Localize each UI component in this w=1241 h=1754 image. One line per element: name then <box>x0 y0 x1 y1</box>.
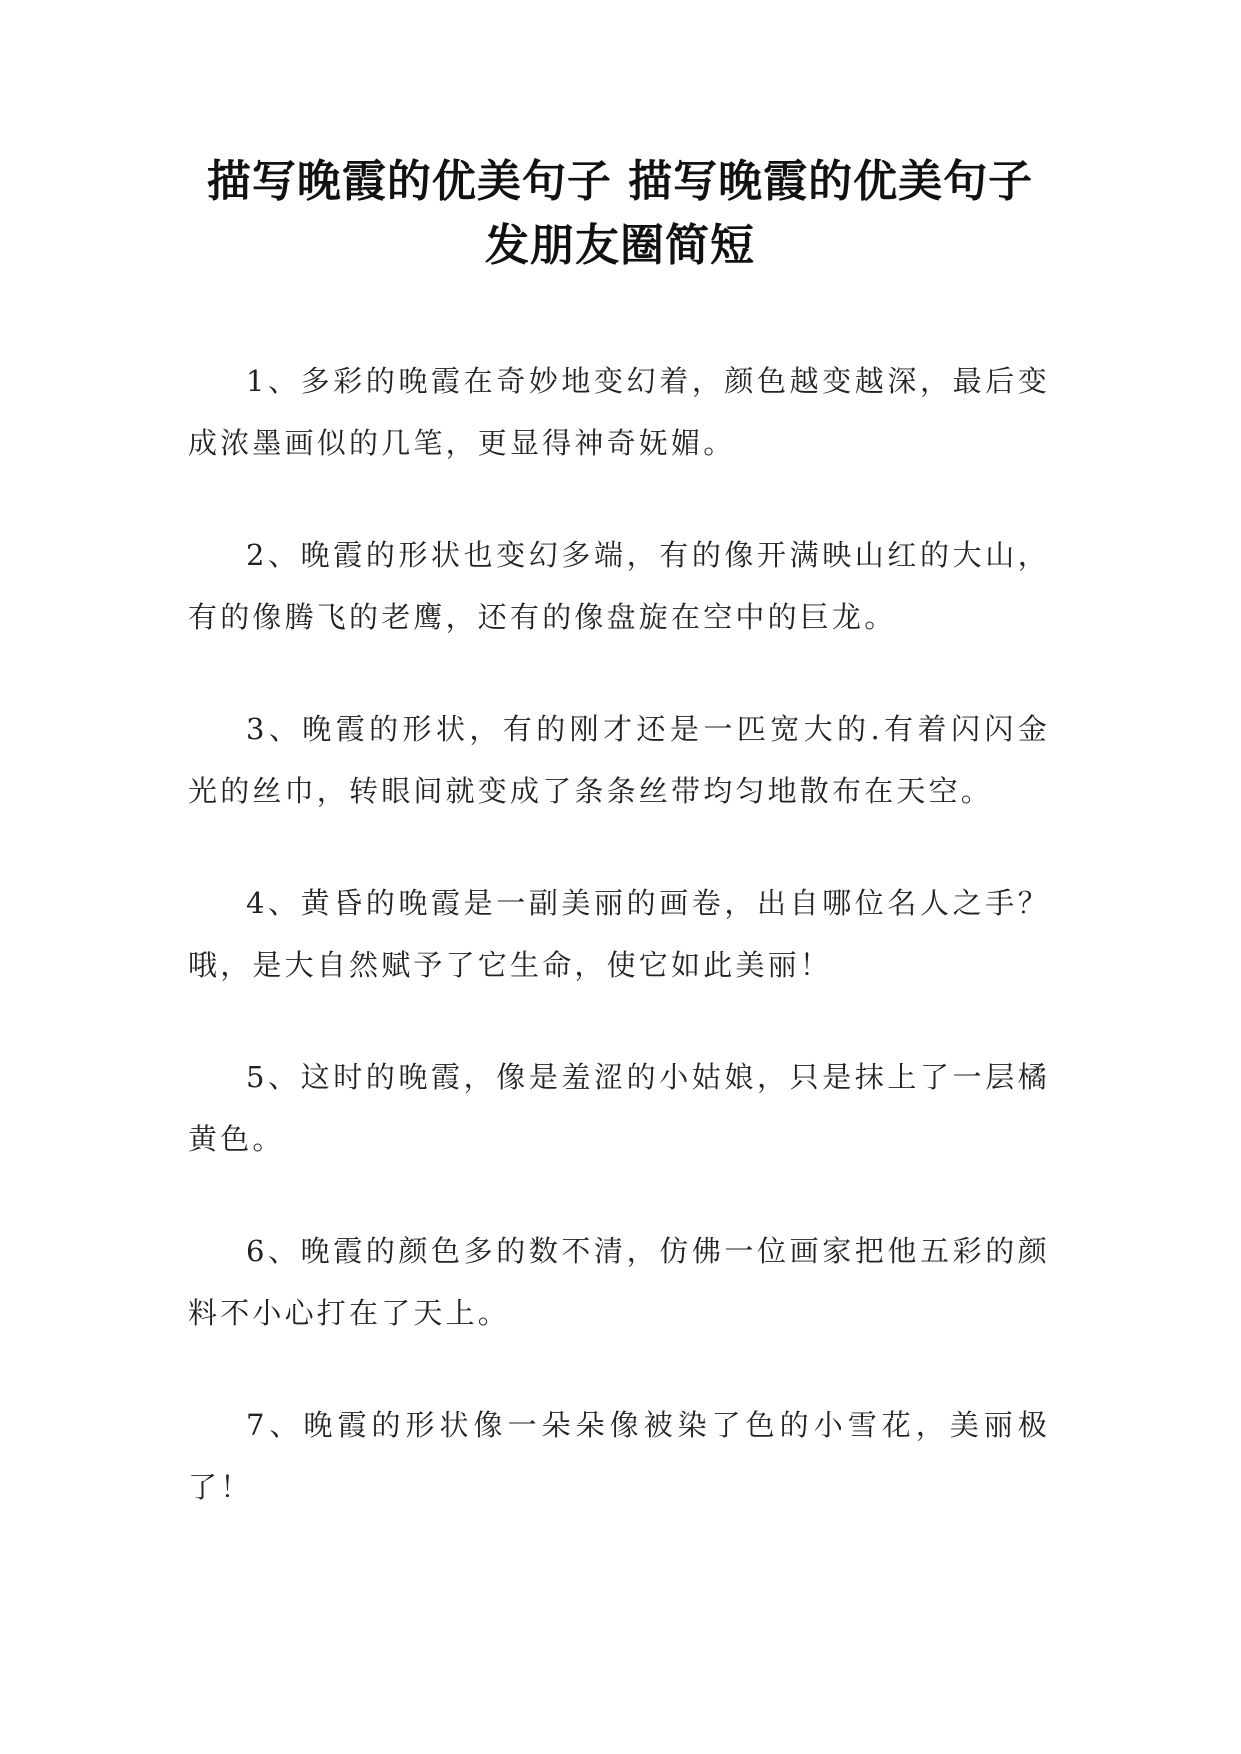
paragraph-7: 7、晚霞的形状像一朵朵像被染了色的小雪花，美丽极了！ <box>188 1408 1050 1504</box>
paragraph-3: 3、晚霞的形状，有的刚才还是一匹宽大的.有着闪闪金光的丝巾，转眼间就变成了条条丝带均匀地散布在天空。 <box>188 712 1050 808</box>
paragraph-2: 2、晚霞的形状也变幻多端，有的像开满映山红的大山，有的像腾飞的老鹰，还有的像盘旋在空中的巨龙。 <box>188 538 1050 634</box>
paragraph-4: 4、黄昏的晚霞是一副美丽的画卷，出自哪位名人之手？哦，是大自然赋予了它生命，使它如此美丽！ <box>188 886 1050 982</box>
paragraph-5: 5、这时的晚霞，像是羞涩的小姑娘，只是抹上了一层橘黄色。 <box>188 1060 1050 1156</box>
document-body <box>188 350 1050 1568</box>
paragraph-1: 1、多彩的晚霞在奇妙地变幻着，颜色越变越深，最后变成浓墨画似的几笔，更显得神奇妩媚。 <box>188 364 1050 460</box>
document-title: 描写晚霞的优美句子 描写晚霞的优美句子发朋友圈简短 <box>206 156 1034 271</box>
paragraph-6: 6、晚霞的颜色多的数不清，仿佛一位画家把他五彩的颜料不小心打在了天上。 <box>188 1234 1050 1330</box>
